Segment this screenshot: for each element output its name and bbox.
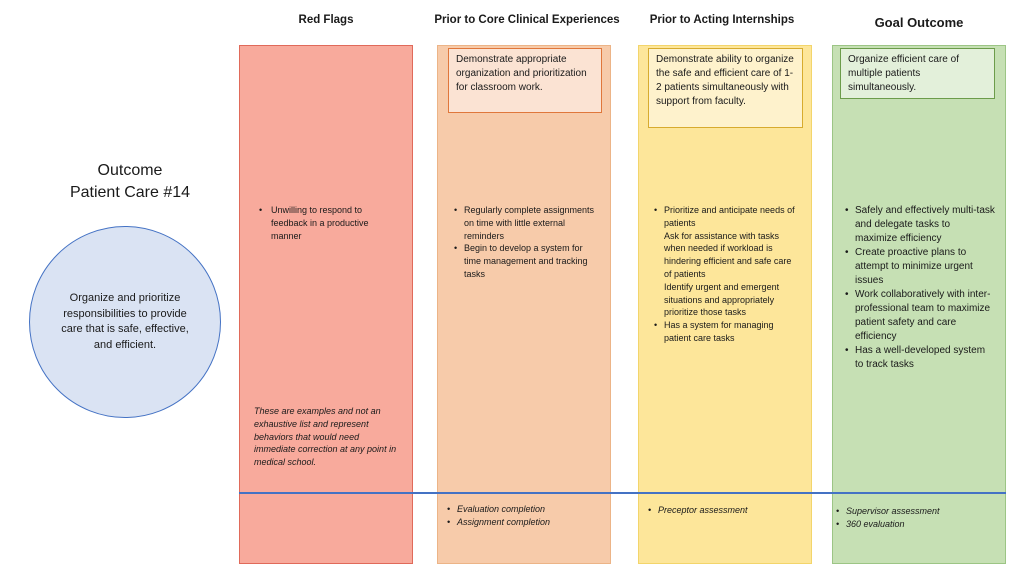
- outcome-title-line1: Outcome: [97, 162, 163, 179]
- goal-box-prior-core: Demonstrate appropriate organization and prioritization for classroom work.: [448, 48, 602, 113]
- goal-box-prior-acting: Demonstrate ability to organize the safe and efficient care of 1-2 patients simultaneously with support from faculty.: [648, 48, 803, 128]
- prior-acting-assessments: [648, 504, 803, 517]
- list-item: • Work collaboratively with inter-professional team to maximize patient safety and care efficiency: [845, 288, 995, 344]
- column-red-flags: [239, 45, 413, 564]
- column-prior-core: [437, 45, 611, 564]
- red-flags-list: [259, 204, 394, 242]
- header-prior-acting: Prior to Acting Internships: [649, 14, 795, 26]
- list-item: Identify urgent and emergent situations and appropriately prioritize those tasks: [664, 281, 780, 318]
- list-item: • Prioritize and anticipate needs of patients: [654, 204, 796, 230]
- outcome-title-line2: Patient Care #14: [69, 184, 191, 201]
- list-item: • Regularly complete assignments on time with little external reminders: [454, 204, 602, 242]
- prior-core-list: [454, 204, 602, 281]
- list-item: • Evaluation completion: [447, 503, 602, 516]
- prior-core-assessments: [447, 503, 602, 529]
- header-goal-outcome: Goal Outcome: [874, 15, 964, 30]
- outcome-circle: [29, 226, 221, 418]
- assessment-divider: [239, 492, 1006, 494]
- list-item: • Has a system for managing patient care tasks: [654, 319, 796, 345]
- goal-outcome-list: [845, 204, 995, 372]
- header-prior-core: Prior to Core Clinical Experiences: [434, 14, 620, 26]
- goal-box-goal-outcome: Organize efficient care of multiple patients simultaneously.: [840, 48, 995, 99]
- header-red-flags: Red Flags: [298, 14, 354, 26]
- list-item: • Unwilling to respond to feedback in a productive manner: [259, 204, 394, 242]
- goal-outcome-assessments: [836, 505, 996, 531]
- prior-acting-list: [654, 204, 796, 345]
- outcome-title: [40, 160, 220, 204]
- red-flags-note: These are examples and not an exhaustive list and represent behaviors that would need immediate correction at any point in medical school.: [254, 406, 397, 468]
- list-item: • Supervisor assessment: [836, 505, 996, 518]
- list-item: • Safely and effectively multi-task and delegate tasks to maximize efficiency: [845, 204, 995, 246]
- list-item: Ask for assistance with tasks when needed if workload is hindering efficient and safe care of patients: [664, 230, 792, 279]
- list-item: • Assignment completion: [447, 516, 602, 529]
- list-item: • Begin to develop a system for time management and tracking tasks: [454, 242, 602, 280]
- outcome-description: Organize and prioritize responsibilities to provide care that is safe, effective, and efficient.: [61, 292, 189, 351]
- list-item: • Preceptor assessment: [648, 504, 803, 517]
- list-item: • 360 evaluation: [836, 518, 996, 531]
- list-item: • Create proactive plans to attempt to minimize urgent issues: [845, 246, 995, 288]
- list-item: • Has a well-developed system to track tasks: [845, 344, 995, 372]
